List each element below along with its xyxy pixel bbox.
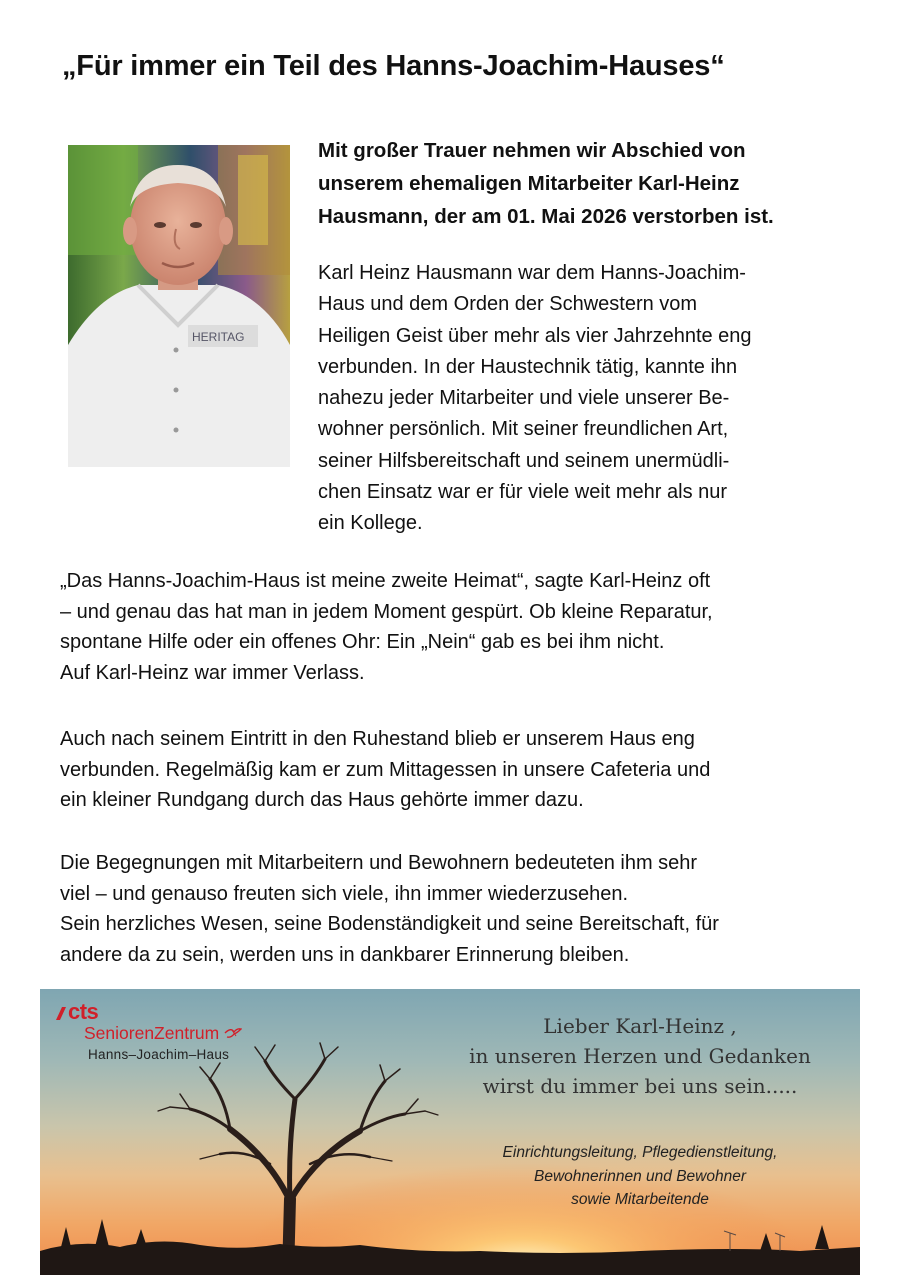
text-line: Die Begegnungen mit Mitarbeitern und Bewohnern bedeuteten ihm sehr bbox=[60, 852, 698, 874]
page-title: „Für immer ein Teil des Hanns-Joachim-Hauses“ bbox=[62, 50, 725, 82]
text-line: ein kleiner Rundgang durch das Haus gehörte immer dazu. bbox=[60, 789, 584, 811]
text-line: wohner persönlich. Mit seiner freundlichen Art, bbox=[318, 418, 729, 441]
text-line: spontane Hilfe oder ein offenes Ohr: Ein „Nein“ gab es bei ihm nicht. bbox=[60, 631, 665, 653]
text-line: nahezu jeder Mitarbeiter und viele unserer Be- bbox=[318, 387, 730, 410]
text-line: verbunden. Regelmäßig kam er zum Mittagessen in unsere Cafeteria und bbox=[60, 758, 711, 781]
farewell-message bbox=[420, 1011, 860, 1101]
text-line: Karl Heinz Hausmann war dem Hanns-Joachim- bbox=[318, 262, 746, 284]
text-line: andere da zu sein, werden uns in dankbarer Erinnerung bleiben. bbox=[60, 943, 630, 966]
text-line: Auch nach seinem Eintritt in den Ruhestand blieb er unserem Haus eng bbox=[60, 728, 695, 750]
dove-icon bbox=[224, 1024, 242, 1038]
logo-name: SeniorenZentrum bbox=[84, 1023, 242, 1044]
cts-mark-icon bbox=[54, 1005, 68, 1021]
lead-line: Hausmann, der am 01. Mai 2026 verstorben ist. bbox=[318, 205, 774, 228]
signer-line: Bewohnerinnen und Bewohner bbox=[534, 1167, 746, 1185]
retirement-paragraph bbox=[60, 724, 860, 816]
intro-paragraph bbox=[318, 258, 858, 540]
farewell-line: Lieber Karl-Heinz , bbox=[543, 1014, 737, 1038]
text-line: Auf Karl-Heinz war immer Verlass. bbox=[60, 661, 365, 684]
lead-text bbox=[318, 134, 858, 233]
signers bbox=[438, 1141, 842, 1212]
portrait-photo bbox=[68, 145, 290, 467]
signer-line: Einrichtungsleitung, Pflegedienstleitung, bbox=[502, 1144, 778, 1161]
farewell-line: wirst du immer bei uns sein..... bbox=[482, 1074, 798, 1098]
lead-line: unserem ehemaligen Mitarbeiter Karl-Heinz bbox=[318, 172, 740, 195]
text-line: Haus und dem Orden der Schwestern vom bbox=[318, 293, 698, 316]
logo-brand: cts bbox=[68, 999, 99, 1024]
svg-text:HERITAG: HERITAG bbox=[192, 330, 245, 344]
logo-house: Hanns–Joachim–Haus bbox=[88, 1047, 230, 1062]
text-line: Sein herzliches Wesen, seine Bodenständigkeit und seine Bereitschaft, für bbox=[60, 913, 719, 935]
text-line: seiner Hilfsbereitschaft und seinem unermüdli- bbox=[318, 449, 730, 472]
farewell-line: in unseren Herzen und Gedanken bbox=[469, 1044, 811, 1068]
signer-line: sowie Mitarbeitende bbox=[571, 1191, 709, 1208]
text-line: ein Kollege. bbox=[318, 512, 423, 535]
quote-paragraph bbox=[60, 566, 860, 688]
text-line: – und genau das hat man in jedem Moment gespürt. Ob kleine Reparatur, bbox=[60, 600, 713, 623]
text-line: „Das Hanns-Joachim-Haus ist meine zweite Heimat“, sagte Karl-Heinz oft bbox=[60, 570, 711, 592]
closing-paragraph bbox=[60, 848, 860, 970]
text-line: verbunden. In der Haustechnik tätig, kannte ihn bbox=[318, 355, 738, 378]
text-line: Heiligen Geist über mehr als vier Jahrzehnte eng bbox=[318, 324, 752, 347]
lead-line: Mit großer Trauer nehmen wir Abschied von bbox=[318, 139, 746, 162]
text-line: viel – und genauso freuten sich viele, ihn immer wiederzusehen. bbox=[60, 882, 629, 905]
text-line: chen Einsatz war er für viele weit mehr als nur bbox=[318, 481, 728, 504]
memorial-banner bbox=[40, 989, 860, 1275]
